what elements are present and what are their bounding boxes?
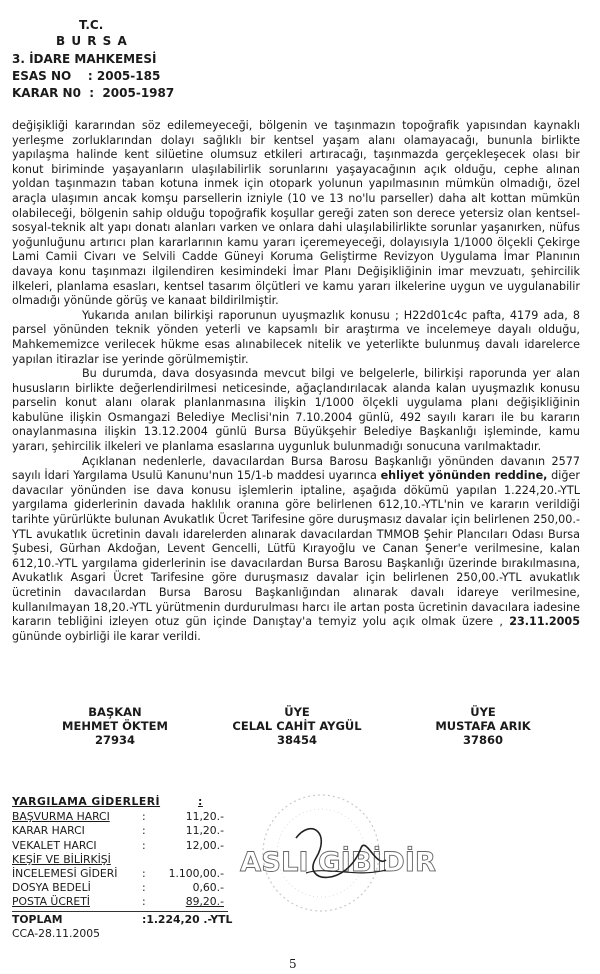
header-tc: T.C. (79, 18, 104, 32)
total-label: TOPLAM (12, 912, 63, 926)
signature-baskan (30, 705, 200, 747)
total-value: :1.224,20 .-YTL (142, 912, 233, 926)
stamp-text: ASLI GİBİDİR (240, 847, 434, 878)
costs-table (12, 795, 232, 941)
cost-row (12, 853, 232, 867)
cost-separator: : (142, 895, 146, 909)
header-city: B U R S A (56, 34, 128, 48)
court-name: 3. İDARE MAHKEMESİ (12, 52, 157, 66)
body-paragraph (12, 309, 580, 367)
karar-number: KARAR N0 : 2005-1987 (12, 86, 175, 100)
decision-body (12, 119, 580, 644)
cost-separator: : (142, 867, 146, 881)
emphasized-text: ehliyet yönünden reddine, (380, 469, 548, 483)
body-paragraph (12, 119, 580, 309)
cost-row (12, 895, 232, 909)
cost-label: VEKALET HARCI (12, 838, 97, 852)
signature-number: 37860 (462, 733, 503, 747)
cost-row (12, 810, 232, 824)
signature-name: MEHMET ÖKTEM (62, 719, 168, 733)
cost-value: 11,20.- (185, 824, 224, 838)
cost-label: BAŞVURMA HARCI (12, 810, 110, 824)
cost-row (12, 867, 232, 881)
cost-separator: : (142, 810, 146, 824)
footer-code: CCA-28.11.2005 (12, 926, 100, 940)
paragraph-text: gününde oybirliği ile karar verildi. (12, 629, 201, 643)
signature-name: CELAL CAHİT AYGÜL (232, 719, 362, 733)
paragraph-text: Açıklanan nedenlerle, davacılardan Bursa Barosu Başkanlığı yönünden davanın 2577 sayılı İdari Yargılama Usulü Kanunu'nun 15/1-b maddesi uyarınca (12, 454, 580, 483)
cost-value: 1.100,00.- (168, 867, 224, 881)
signature-uye-2 (398, 705, 568, 747)
esas-number: ESAS NO : 2005-185 (12, 69, 161, 83)
costs-rows (12, 810, 232, 909)
signature-role: BAŞKAN (88, 705, 142, 719)
cost-value: 89,20.- (185, 895, 224, 909)
cost-row (12, 824, 232, 838)
cost-row (12, 839, 232, 853)
signature-name: MUSTAFA ARIK (435, 719, 531, 733)
cost-row (12, 881, 232, 895)
body-paragraph (12, 455, 580, 645)
cost-separator (142, 853, 154, 867)
cost-separator: : (142, 824, 146, 838)
cost-value: 11,20.- (185, 810, 224, 824)
signature-number: 27934 (94, 733, 135, 747)
certified-copy-stamp (236, 778, 446, 928)
signature-uye-1 (212, 705, 382, 747)
cost-separator: : (142, 881, 146, 895)
cost-label: KEŞİF VE BİLİRKİŞİ (12, 852, 111, 866)
paragraph-text: diğer davacılar yönünden ise dava konusu işlemlerin iptaline, aşağıda dökümü yapılan 1.224,20.-YTL yargılama giderlerinin davada haklılık oranına göre belirlenen 612,10.-YTL'nin ve kararın verildiği tarihte yürürlükte bulunan Avukatlık Ücret Tarifesine göre duruşmasız davalar için belirlenen 250,00.-YTL avukatlık ücretinin davalı idarelerden alınarak davacılardan TMMOB Şehir Plancıları Odası Bursa Şubesi, Gürhan Akdoğan, Levent Gencelli, Lütfü Kırayoğlu ve Canan Şener'e verilmesine, kalan 612,10.-YTL yargılama giderlerinin ise davacılardan Bursa Barosu Başkanlığı üzerinde bırakılmasına, Avukatlık Asgari Ücret Tarifesine göre duruşmasız davalar için belirlenen 250,00.-YTL avukatlık ücretinin davacılardan Bursa Barosu Başkanlığından alınarak davalı idareye verilmesine, kullanılmayan 18,20.-YTL yürütmenin durdurulması harcı ile artan posta ücretinin davacılara iadesine kararın tebliğini izleyen otuz gün içinde Danıştay'a temyiz yolu açık olmak üzere , (12, 469, 580, 629)
total-divider (12, 911, 228, 912)
signature-role: ÜYE (470, 705, 496, 719)
cost-value: 12,00.- (185, 838, 224, 852)
signature-role: ÜYE (284, 705, 310, 719)
costs-title-colon: : (198, 795, 203, 808)
costs-title: YARGILAMA GİDERLERİ (12, 795, 161, 808)
page-number: 5 (289, 957, 297, 971)
cost-label: POSTA ÜCRETİ (12, 895, 90, 909)
paragraph-text: Bu durumda, dava dosyasında mevcut bilgi ve belgelerle, bilirkişi raporunda yer alan hususların birlikte değerlendirilmesi neticesinde, ağaçlandırılacak alanda kalan uyuşmazlık konusu parselin konut alanı olarak planlanmasına ilişkin 1/1000 ölçekli uygulama planı değişikliğinin kabulüne ilişkin Osmangazi Belediye Meclisi'nin 7.10.2004 günlü, 492 sayılı kararı ile bu kararın onaylanmasına ilişkin 13.12.2004 günlü Bursa Büyükşehir Belediye Başkanlığı işleminde, kamu yararı, şehircilik ilkeleri ve planlama esaslarına uygunluk bulunmadığı sonucuna varılmaktadır. (12, 367, 580, 454)
signature-number: 38454 (276, 733, 317, 747)
paragraph-text: değişikliği kararından söz edilemeyeceği, bölgenin ve taşınmazın topoğrafik yapısından kaynaklı yerleşme zorluklarından dolayı sağlıklı bir kentsel yaşam alanı olamayacağı, bununla birlikte yapılaşma halinde kent silüetine olumsuz etkileri artıracağı, taşınmazda gerçekleşecek olası bir konut biriminde yaşayanların ulaşılabilirlik sorunlarını yaşayacağının açık olduğu, cephe alınan yoldan taşınmazın taban kotuna inmek için otopark yolunun yapılmasının mümkün olmadığı, özel araçla ulaşımın ancak komşu parsellerin izniyle (10 ve 13 no'lu parseller) daha alt kottan mümkün olabileceği, bölgenin sahip olduğu topoğrafik koşullar gereği zaten son derece yetersiz olan kentsel-sosyal-teknik alt yapı donatı alanları varken ve onlara dahi ulaşılabilirlikte sorunlar yaşanırken, nüfus yoğunluğunu artırıcı plan kararlarının kamu yararı içeremeyeceği, dolayısıyla 1/1000 ölçekli Çekirge Lami Camii Civarı ve Selvili Cadde Güneyi Koruma Geliştirme Revizyon Uygulama İmar Planının davaya konu taşınmazı ilgilendiren kesimindeki İmar Planı Değişikliğinin imar mevzuatı, şehircilik ilkeleri, planlama esasları, kentsel tasarım ölçütleri ve kamu yararı ilkelerine uygun ve uygulanabilir olmadığı yönünde görüş ve kanaat bildirilmiştir. (12, 119, 580, 308)
cost-value: 0,60.- (192, 881, 224, 895)
cost-label: KARAR HARCI (12, 824, 85, 838)
paragraph-text: Yukarıda anılan bilirkişi raporunun uyuşmazlık konusu ; H22d01c4c pafta, 4179 ada, 8 parsel yönünden teknik yönden yeterli ve kapsamlı bir araştırma ve incelemeye dayalı olduğu, Mahkememizce verilecek hükme esas alınabilecek nitelik ve yeterlikte bulunmuş davalı idarelerce yapılan itirazlar ise yerinde görülmemiştir. (12, 308, 580, 366)
cost-separator: : (142, 838, 146, 852)
cost-label: İNCELEMESİ GİDERİ (12, 867, 118, 881)
emphasized-text: 23.11.2005 (509, 615, 580, 629)
cost-value (154, 853, 224, 867)
cost-label: DOSYA BEDELİ (12, 881, 91, 895)
body-paragraph (12, 367, 580, 455)
